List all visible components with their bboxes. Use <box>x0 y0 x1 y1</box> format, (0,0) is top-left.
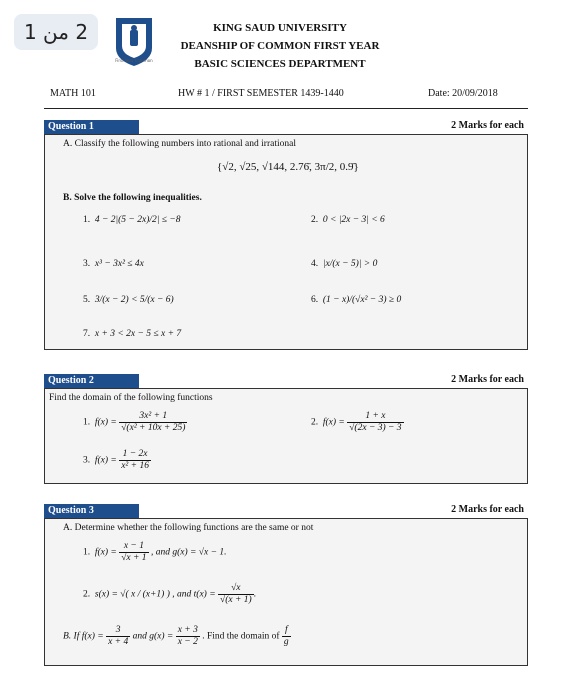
q1-item-4: 4. |x/(x − 5)| > 0 <box>311 259 378 269</box>
deanship-name: DEANSHIP OF COMMON FIRST YEAR <box>180 40 380 52</box>
q2-title: Find the domain of the following functions <box>49 393 213 403</box>
q1-number-set: {√2, √25, √144, 2.76̄, 3π/2, 0.9̄} <box>217 161 359 173</box>
q3-part-a-title: A. Determine whether the following functions are the same or not <box>63 523 314 533</box>
q1-item-3: 3. x³ − 3x² ≤ 4x <box>83 259 144 269</box>
question-2-bar <box>44 374 528 388</box>
page-number-badge: 2 من 1 <box>14 14 98 50</box>
question-1-label: Question 1 <box>44 120 139 134</box>
q2-item-3: 3. f(x) = $\frac{1 - 2x}{\text{x² + 16}}$ <box>83 449 149 471</box>
question-1-marks: 2 Marks for each <box>451 120 524 131</box>
q1-part-a-title: A. Classify the following numbers into rational and irrational <box>63 139 296 149</box>
question-3-marks: 2 Marks for each <box>451 504 524 515</box>
q1-item-7: 7. x + 3 < 2x − 5 ≤ x + 7 <box>83 329 182 339</box>
question-2-marks: 2 Marks for each <box>451 374 524 385</box>
university-name: KING SAUD UNIVERSITY <box>213 22 347 34</box>
header-divider <box>44 108 528 109</box>
q2-item-2: 2. f(x) = $\frac{1 + x}{√(2x - 3) - 3}$ <box>311 411 402 433</box>
question-3-label: Question 3 <box>44 504 139 518</box>
q3-item-a2: 2. s(x) = √( x / (x+1) ) , and t(x) = $\frac{√x}{√(x + 1)}$ . <box>83 583 257 605</box>
homework-title: HW # 1 / FIRST SEMESTER 1439-1440 <box>178 88 344 99</box>
q1-item-2: 2. 0 < |2x − 3| < 6 <box>311 215 385 225</box>
q1-item-1: 1. 4 − 2|(5 − 2x)/2| ≤ −8 <box>83 215 181 225</box>
course-code: MATH 101 <box>50 88 96 99</box>
q1-item-6: 6. (1 − x)/(√x² − 3) ≥ 0 <box>311 295 402 305</box>
q3-part-b: B. If f(x) = $\frac{3}{x + 4}$ and g(x) = $\frac{x + 3}{x - 2}$ . Find the domain of $\frac{f}{g}$ <box>63 625 289 647</box>
department-name: BASIC SCIENCES DEPARTMENT <box>194 58 366 70</box>
question-3-bar <box>44 504 528 518</box>
question-3-box <box>44 518 528 666</box>
question-1-bar <box>44 120 528 134</box>
q3-item-a1: 1. f(x) = $\frac{x - 1}{√x + 1}$ , and g(x) = √x − 1. <box>83 541 227 563</box>
question-2-label: Question 2 <box>44 374 139 388</box>
question-2-box <box>44 388 528 484</box>
q1-item-5: 5. 3/(x − 2) < 5/(x − 6) <box>83 295 174 305</box>
question-1-box <box>44 134 528 350</box>
logo-caption: First Year Common <box>115 58 153 63</box>
q1-part-b-title: B. Solve the following inequalities. <box>63 193 202 203</box>
q2-item-1: 1. f(x) = $\frac{\text{3x² + 1}}{\text{√(x² + 10x + 25)}}$ <box>83 411 186 433</box>
homework-date: Date: 20/09/2018 <box>428 88 498 99</box>
